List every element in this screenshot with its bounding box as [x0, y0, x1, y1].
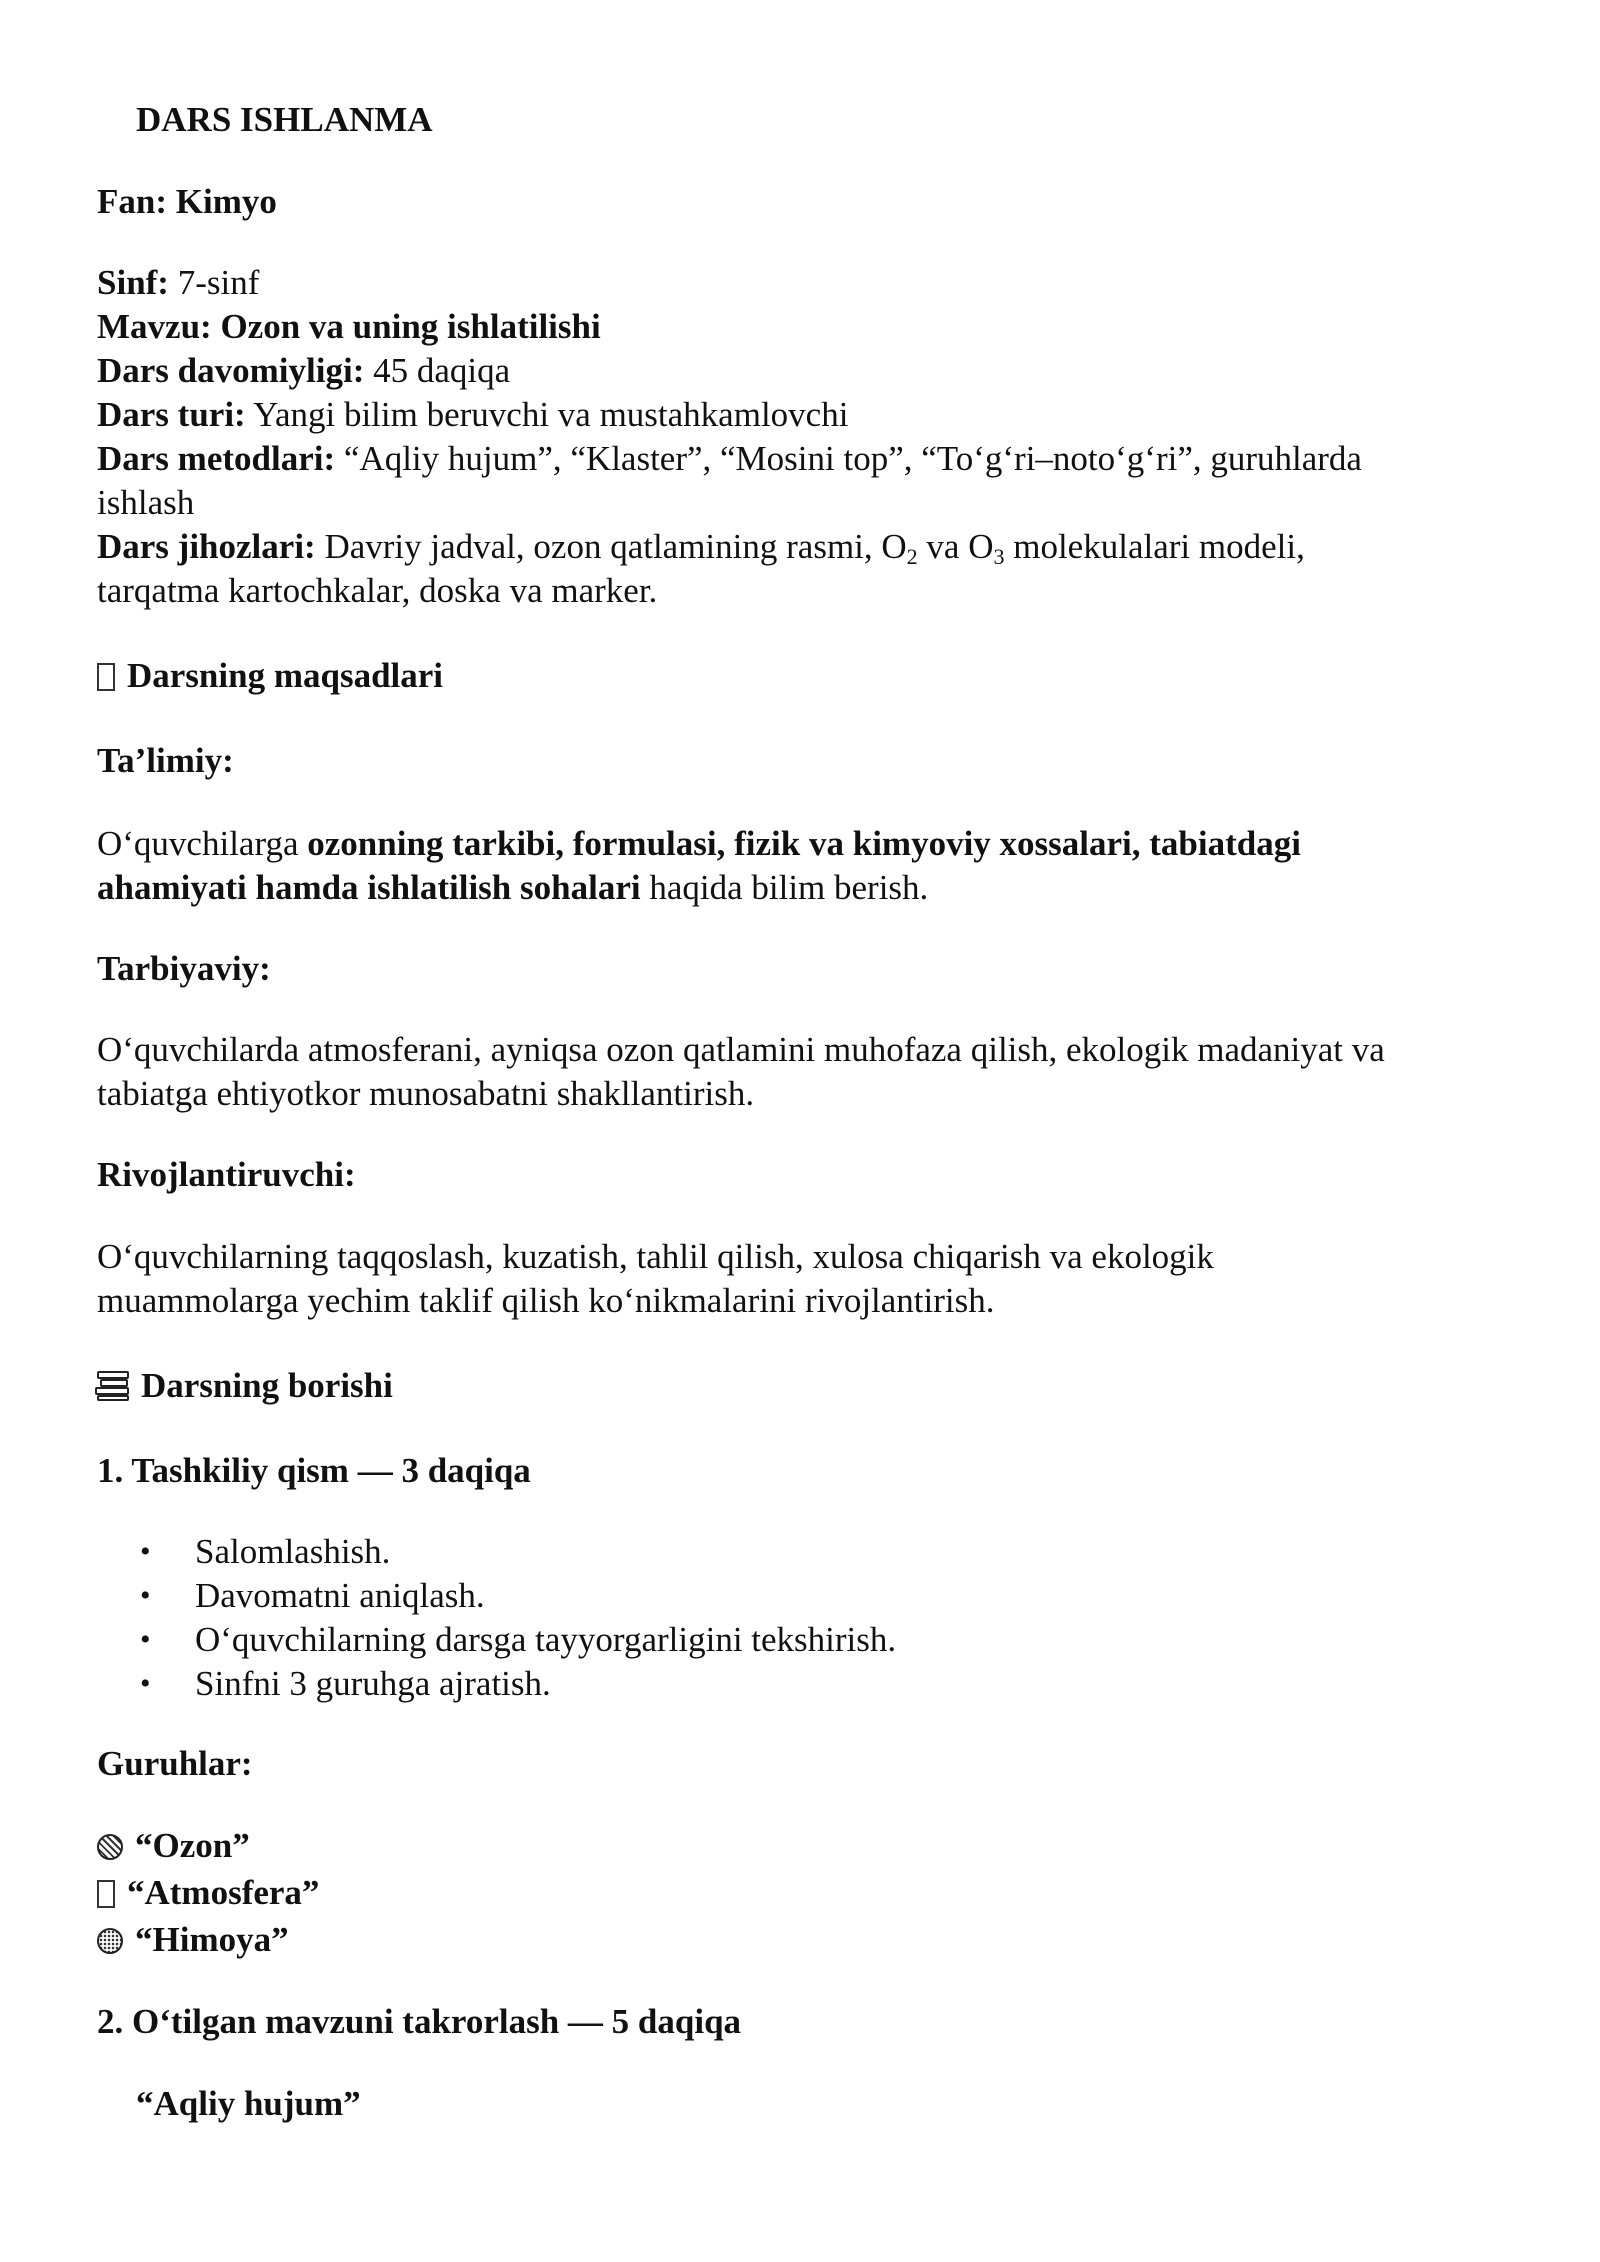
- methods-line-cont: ishlash: [97, 483, 195, 522]
- group-item-ozon: [97, 1824, 250, 1868]
- upbringing-line2: tabiatga ehtiyotkor munosabatni shakllantirish.: [97, 1074, 755, 1113]
- section1-heading: 1. Tashkiliy qism — 3 daqiqa: [97, 1451, 531, 1490]
- lesson-type-value: Yangi bilim beruvchi va mustahkamlovchi: [245, 395, 849, 434]
- subject-line: Fan: Kimyo: [97, 182, 277, 221]
- goals-heading-text: Darsning maqsadlari: [127, 656, 444, 695]
- grade-line: [97, 261, 259, 305]
- equipment-value-c: molekulalari modeli,: [1004, 527, 1305, 566]
- developmental-heading: Rivojlantiruvchi:: [97, 1155, 356, 1194]
- developmental-line2: muammolarga yechim taklif qilish ko‘nikmalarini rivojlantirish.: [97, 1281, 995, 1320]
- missing-glyph-box-icon: [97, 663, 115, 691]
- lesson-flow-heading-text: Darsning borishi: [141, 1366, 393, 1405]
- bullet-icon: •: [140, 1535, 151, 1568]
- section2-subheading: “Aqliy hujum”: [136, 2084, 361, 2123]
- equipment-line-cont: tarqatma kartochkalar, doska va marker.: [97, 571, 658, 610]
- list-item-text: O‘quvchilarning darsga tayyorgarligini tekshirish.: [195, 1620, 897, 1659]
- group-item-himoya: [97, 1918, 289, 1962]
- upbringing-heading: Tarbiyaviy:: [97, 949, 271, 988]
- o2-subscript: 2: [906, 544, 918, 569]
- topic-line: Mavzu: Ozon va uning ishlatilishi: [97, 307, 601, 346]
- educational-line2: [97, 866, 928, 910]
- group-name: “Himoya”: [135, 1920, 289, 1959]
- equipment-line: [97, 525, 1305, 569]
- upbringing-line1: O‘quvchilarda atmosferani, ayniqsa ozon qatlamini muhofaza qilish, ekologik madaniyat va: [97, 1030, 1385, 1069]
- methods-label: Dars metodlari:: [97, 439, 336, 478]
- educational-bold-a: ozonning tarkibi, formulasi, fizik va kimyoviy xossalari, tabiatdagi: [307, 824, 1301, 863]
- books-icon: [97, 1371, 129, 1401]
- equipment-value-a: Davriy jadval, ozon qatlamining rasmi, O: [315, 527, 907, 566]
- educational-text-a: O‘quvchilarga: [97, 824, 308, 863]
- duration-label: Dars davomiyligi:: [97, 351, 365, 390]
- lesson-type-label: Dars turi:: [97, 395, 246, 434]
- equipment-label: Dars jihozlari:: [97, 527, 316, 566]
- document-title: DARS ISHLANMA: [136, 100, 433, 139]
- lesson-flow-heading: [97, 1364, 393, 1408]
- educational-heading: Ta’limiy:: [97, 741, 234, 780]
- methods-line: [97, 437, 1362, 481]
- bullet-icon: •: [140, 1623, 151, 1656]
- grade-label: Sinf:: [97, 263, 169, 302]
- lesson-type-line: [97, 393, 848, 437]
- o3-subscript: 3: [993, 544, 1005, 569]
- methods-value: “Aqliy hujum”, “Klaster”, “Mosini top”, “To‘g‘ri–noto‘g‘ri”, guruhlarda: [335, 439, 1362, 478]
- hatched-circle-icon: [97, 1834, 123, 1860]
- list-item-text: Sinfni 3 guruhga ajratish.: [195, 1664, 551, 1703]
- educational-line1: [97, 822, 1301, 866]
- dotted-circle-icon: [97, 1928, 123, 1954]
- educational-bold-b: ahamiyati hamda ishlatilish sohalari: [97, 868, 641, 907]
- missing-glyph-box-icon: [97, 1880, 115, 1908]
- section2-heading: 2. O‘tilgan mavzuni takrorlash — 5 daqiqa: [97, 2002, 742, 2041]
- educational-text-b: haqida bilim berish.: [640, 868, 929, 907]
- grade-value: 7-sinf: [168, 263, 260, 302]
- duration-value: 45 daqiqa: [364, 351, 511, 390]
- bullet-icon: •: [140, 1579, 151, 1612]
- list-item-text: Salomlashish.: [195, 1532, 391, 1571]
- goals-heading: [97, 654, 443, 698]
- equipment-value-b: va O: [917, 527, 994, 566]
- group-name: “Ozon”: [135, 1826, 250, 1865]
- list-item-text: Davomatni aniqlash.: [195, 1576, 485, 1615]
- group-name: “Atmosfera”: [127, 1873, 320, 1912]
- developmental-line1: O‘quvchilarning taqqoslash, kuzatish, tahlil qilish, xulosa chiqarish va ekologik: [97, 1237, 1214, 1276]
- duration-line: [97, 349, 510, 393]
- group-item-atmosfera: [97, 1871, 319, 1915]
- bullet-icon: •: [140, 1667, 151, 1700]
- groups-heading: Guruhlar:: [97, 1744, 253, 1783]
